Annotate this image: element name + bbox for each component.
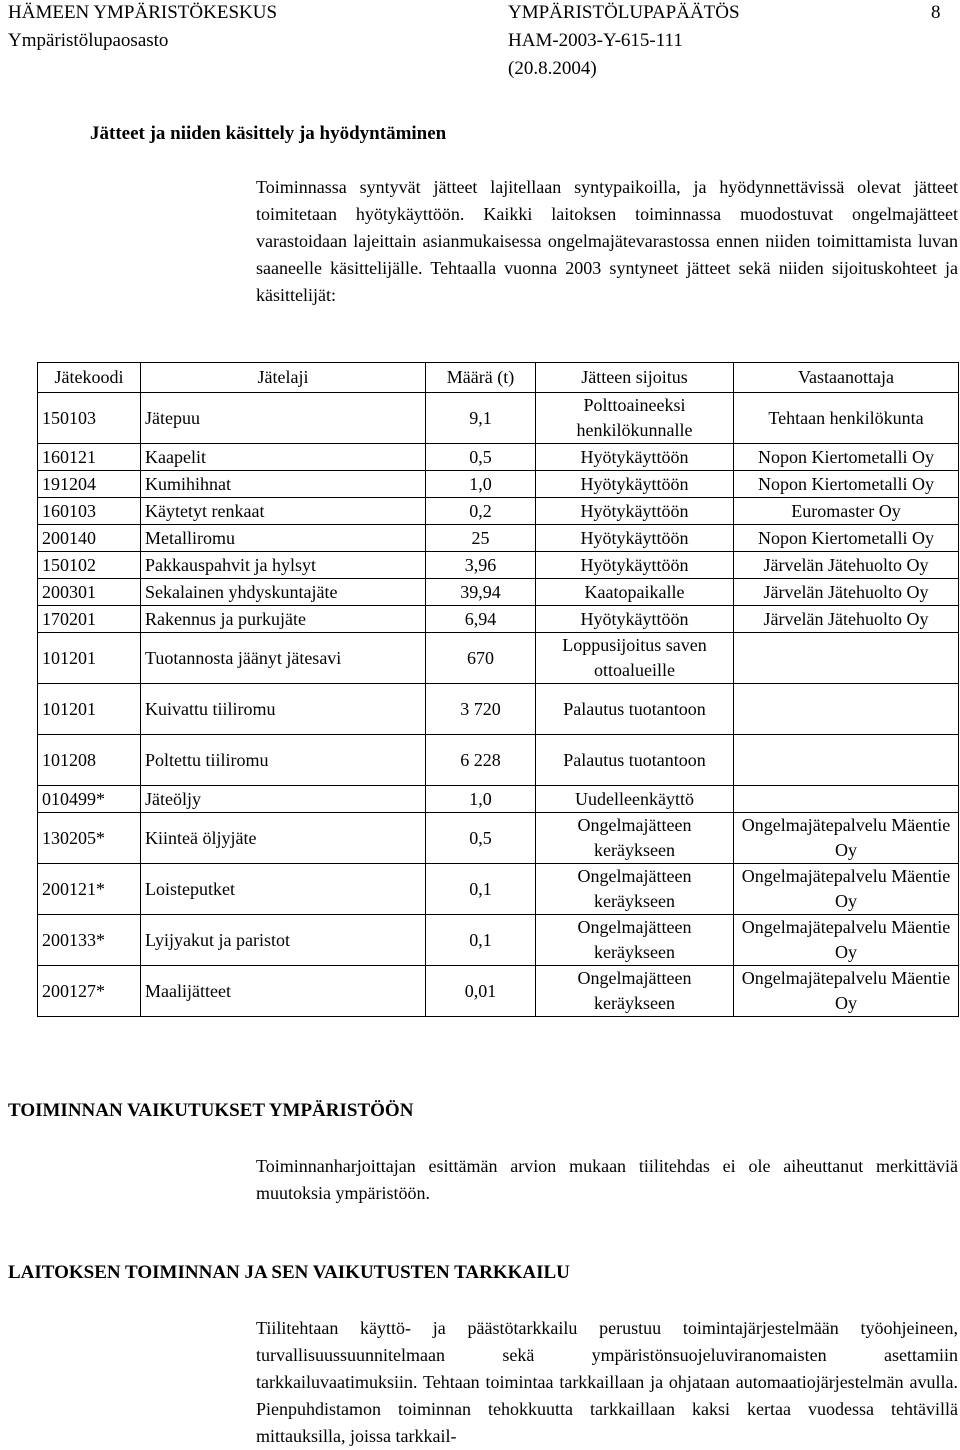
cell-amount: 0,5 [426,444,536,471]
cell-receiver: Järvelän Jätehuolto Oy [734,606,959,633]
cell-amount: 3 720 [426,684,536,735]
cell-amount: 3,96 [426,552,536,579]
cell-type: Rakennus ja purkujäte [141,606,426,633]
cell-type: Jätepuu [141,393,426,444]
cell-code: 010499* [38,786,141,813]
cell-code: 200121* [38,864,141,915]
section-text-effects: Toiminnanharjoittajan esittämän arvion mukaan tiilitehdas ei ole aiheuttanut merkittäviä muutoksia ympäristöön. [256,1156,958,1203]
col-header-code: Jätekoodi [38,363,141,393]
cell-disposal: Ongelmajätteen keräykseen [536,813,734,864]
cell-type: Maalijätteet [141,966,426,1017]
cell-code: 200127* [38,966,141,1017]
section-title-monitoring: LAITOKSEN TOIMINNAN JA SEN VAIKUTUSTEN TARKKAILU [8,1262,570,1283]
cell-receiver: Ongelmajätepalvelu Mäentie Oy [734,966,959,1017]
cell-receiver: Nopon Kiertometalli Oy [734,444,959,471]
table-row [38,966,959,1017]
cell-receiver [734,633,959,684]
cell-code: 191204 [38,471,141,498]
cell-amount: 0,01 [426,966,536,1017]
cell-receiver: Ongelmajätepalvelu Mäentie Oy [734,915,959,966]
table-row [38,915,959,966]
header-org: HÄMEEN YMPÄRISTÖKESKUS [8,2,278,23]
cell-type: Käytetyt renkaat [141,498,426,525]
cell-amount: 9,1 [426,393,536,444]
cell-type: Kiinteä öljyjäte [141,813,426,864]
header-doc-type: YMPÄRISTÖLUPAPÄÄTÖS [508,2,740,23]
header-dept: Ympäristölupaosasto [8,30,169,51]
col-header-amount: Määrä (t) [426,363,536,393]
section-title-waste: Jätteet ja niiden käsittely ja hyödyntäminen [90,123,447,144]
col-header-receiver: Vastaanottaja [734,363,959,393]
table-row [38,786,959,813]
cell-code: 200133* [38,915,141,966]
cell-disposal: Palautus tuotantoon [536,684,734,735]
table-row [38,393,959,444]
cell-type: Pakkauspahvit ja hylsyt [141,552,426,579]
cell-disposal: Hyötykäyttöön [536,471,734,498]
cell-type: Lyijyakut ja paristot [141,915,426,966]
cell-amount: 6,94 [426,606,536,633]
cell-code: 130205* [38,813,141,864]
cell-type: Poltettu tiiliromu [141,735,426,786]
table-row [38,444,959,471]
section-text-monitoring: Tiilitehtaan käyttö- ja päästötarkkailu perustuu toimintajärjestelmään työohjeineen, turvallisuussuunnitelmaan sekä ympäristönsuojeluviranomaisten asettamiin tarkkailuvaatimuksiin. Tehtaan toimintaa tarkkaillaan ja ohjataan automaatiojärjestelmän avulla. Pienpuhdistamon toiminnan tehokkuutta tarkkaillaan kaksi kertaa vuodessa tehtävillä mittauksilla, joissa tarkkail- [256,1318,958,1446]
cell-amount: 0,2 [426,498,536,525]
cell-receiver: Nopon Kiertometalli Oy [734,525,959,552]
col-header-disposal: Jätteen sijoitus [536,363,734,393]
cell-disposal: Palautus tuotantoon [536,735,734,786]
table-row [38,525,959,552]
cell-disposal: Uudelleenkäyttö [536,786,734,813]
cell-amount: 1,0 [426,471,536,498]
cell-amount: 1,0 [426,786,536,813]
section-text-waste: Toiminnassa syntyvät jätteet lajitellaan syntypaikoilla, ja hyödynnettävissä olevat jätteet toimitetaan hyötykäyttöön. Kaikki laitoksen toiminnassa muodostuvat ongelmajätteet varastoidaan lajeittain asianmukaisessa ongelmajätevarastossa ennen niiden toimittamista luvan saaneelle käsittelijälle. Tehtaalla vuonna 2003 syntyneet jätteet sekä niiden sijoituskohteet ja käsittelijät: [256,177,958,305]
cell-code: 200301 [38,579,141,606]
cell-amount: 0,1 [426,915,536,966]
cell-receiver: Ongelmajätepalvelu Mäentie Oy [734,864,959,915]
table-row [38,735,959,786]
cell-code: 200140 [38,525,141,552]
cell-code: 101201 [38,684,141,735]
cell-type: Kumihihnat [141,471,426,498]
cell-amount: 0,1 [426,864,536,915]
cell-amount: 0,5 [426,813,536,864]
cell-receiver: Nopon Kiertometalli Oy [734,471,959,498]
waste-table [37,362,959,1017]
cell-disposal: Hyötykäyttöön [536,552,734,579]
table-row [38,498,959,525]
cell-receiver [734,735,959,786]
cell-code: 101201 [38,633,141,684]
cell-receiver [734,684,959,735]
table-row [38,471,959,498]
table-row [38,633,959,684]
cell-type: Kaapelit [141,444,426,471]
page-number: 8 [931,2,941,23]
cell-receiver [734,786,959,813]
cell-amount: 39,94 [426,579,536,606]
cell-disposal: Ongelmajätteen keräykseen [536,966,734,1017]
cell-type: Sekalainen yhdyskuntajäte [141,579,426,606]
cell-disposal: Hyötykäyttöön [536,606,734,633]
cell-code: 101208 [38,735,141,786]
cell-code: 160121 [38,444,141,471]
table-row [38,684,959,735]
cell-disposal: Ongelmajätteen keräykseen [536,864,734,915]
cell-disposal: Ongelmajätteen keräykseen [536,915,734,966]
cell-disposal: Hyötykäyttöön [536,525,734,552]
cell-receiver: Ongelmajätepalvelu Mäentie Oy [734,813,959,864]
col-header-type: Jätelaji [141,363,426,393]
cell-type: Metalliromu [141,525,426,552]
cell-disposal: Loppusijoitus saven ottoalueille [536,633,734,684]
cell-type: Jäteöljy [141,786,426,813]
table-header-row [38,363,959,393]
header-doc-date: (20.8.2004) [508,58,597,79]
cell-receiver: Järvelän Jätehuolto Oy [734,552,959,579]
table-row [38,813,959,864]
table-row [38,864,959,915]
cell-disposal: Hyötykäyttöön [536,444,734,471]
header-doc-number: HAM-2003-Y-615-111 [508,30,683,51]
cell-receiver: Tehtaan henkilökunta [734,393,959,444]
cell-amount: 25 [426,525,536,552]
cell-disposal: Polttoaineeksi henkilökunnalle [536,393,734,444]
cell-code: 150102 [38,552,141,579]
table-row [38,606,959,633]
cell-type: Tuotannosta jäänyt jätesavi [141,633,426,684]
cell-disposal: Kaatopaikalle [536,579,734,606]
cell-amount: 670 [426,633,536,684]
table-row [38,552,959,579]
cell-amount: 6 228 [426,735,536,786]
table-row [38,579,959,606]
cell-code: 170201 [38,606,141,633]
cell-receiver: Euromaster Oy [734,498,959,525]
cell-code: 150103 [38,393,141,444]
cell-receiver: Järvelän Jätehuolto Oy [734,579,959,606]
cell-type: Kuivattu tiiliromu [141,684,426,735]
cell-type: Loisteputket [141,864,426,915]
section-title-effects: TOIMINNAN VAIKUTUKSET YMPÄRISTÖÖN [8,1100,414,1121]
cell-code: 160103 [38,498,141,525]
cell-disposal: Hyötykäyttöön [536,498,734,525]
